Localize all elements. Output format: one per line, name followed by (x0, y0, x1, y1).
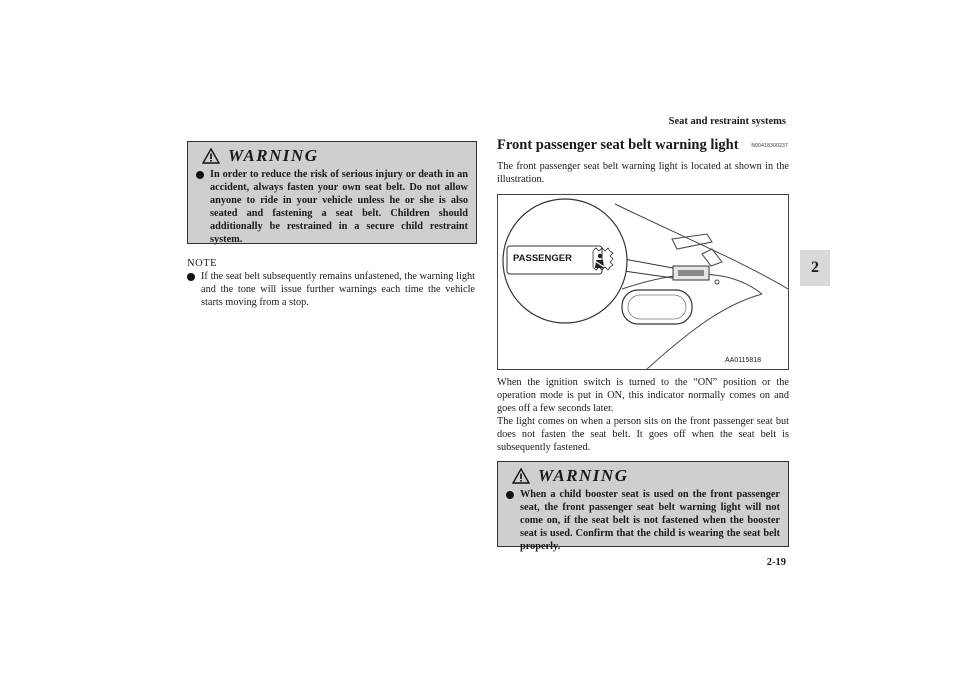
left-warning-item (196, 168, 468, 247)
passenger-label: PASSENGER (513, 253, 572, 264)
section-title: Front passenger seat belt warning light (497, 137, 739, 153)
bullet-dot-icon (506, 491, 514, 499)
warning-triangle-icon (202, 148, 220, 164)
chapter-tab: 2 (800, 250, 830, 286)
page-number: 2-19 (766, 557, 786, 568)
right-warning-box (497, 461, 789, 553)
right-warning-title: WARNING (538, 466, 629, 485)
warning-triangle-icon (512, 468, 530, 484)
bullet-dot-icon (196, 171, 204, 179)
bullet-dot-icon (187, 273, 195, 281)
right-warning-item (506, 488, 780, 553)
section-para1: When the ignition switch is turned to the “ON” position or the operation mode is put in ON, this indicator normally comes on and goes off a few seconds later. (497, 377, 789, 414)
left-warning-text: In order to reduce the risk of serious injury or death in an accident, always fasten your own seat belt. Do not allow anyone to ride in your vehicle unless he or she is also seated and fastening a seat belt. Children should additionally be restrained in a secure child restraint system. (210, 169, 468, 246)
illustration-code: AA0115818 (725, 357, 762, 364)
note-text: If the seat belt subsequently remains unfastened, the warning light and the tone will issue further warnings each time the vehicle starts moving from a stop. (201, 271, 475, 308)
page-header: Seat and restraint systems (668, 116, 786, 127)
right-warning-text: When a child booster seat is used on the front passenger seat, the front passenger seat belt warning light will not come on, if the seat belt is not fastened when the booster seat is used. Confirm that the child is wearing the seat belt properly. (520, 489, 780, 553)
illustration-drawing (497, 194, 789, 370)
section-para2: The light comes on when a person sits on the front passenger seat but does not fasten the seat belt. It goes off when the seat belt is subsequently fastened. (497, 416, 789, 453)
note-item (187, 270, 475, 309)
passenger-light-illustration (497, 194, 789, 370)
left-warning-box (187, 141, 477, 244)
left-warning-header (196, 146, 468, 166)
section-code: N00418300237 (751, 143, 788, 149)
right-warning-header (506, 466, 780, 486)
note-title: NOTE (187, 258, 217, 269)
left-warning-title: WARNING (228, 146, 319, 165)
section-intro: The front passenger seat belt warning light is located at shown in the illustration. (497, 161, 789, 185)
